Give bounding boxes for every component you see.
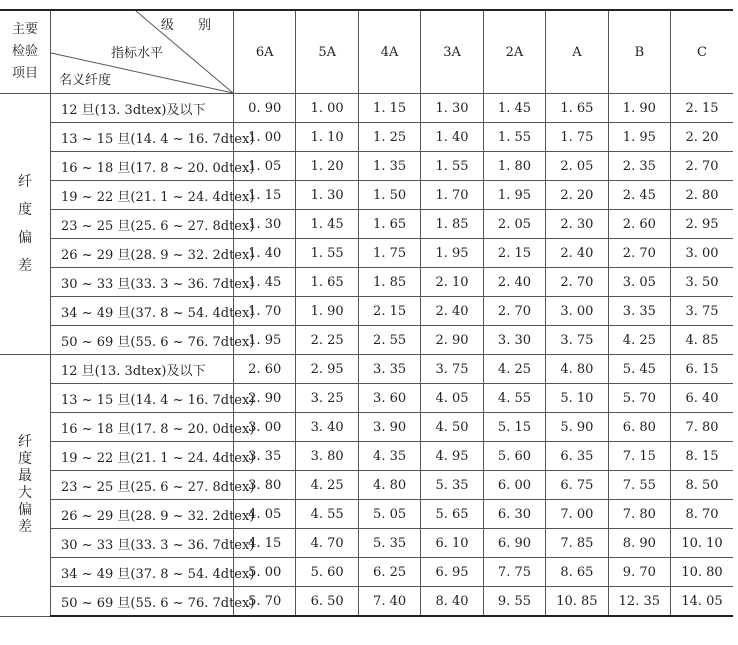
value-cell: 3. 75 <box>421 355 483 384</box>
value-cell: 5. 60 <box>296 558 358 587</box>
group-label-char: 差 <box>18 519 32 536</box>
table-row <box>0 413 733 442</box>
value-cell: 3. 80 <box>234 471 296 500</box>
value-cell: 1. 65 <box>296 268 358 297</box>
value-cell: 2. 30 <box>546 210 608 239</box>
table-row <box>0 152 733 181</box>
group-label-char: 度 <box>18 451 32 468</box>
value-cell: 2. 40 <box>546 239 608 268</box>
value-cell: 8. 70 <box>671 500 733 529</box>
value-cell: 5. 15 <box>483 413 545 442</box>
value-cell: 8. 15 <box>671 442 733 471</box>
group-label-char: 差 <box>18 258 32 274</box>
value-cell: 5. 65 <box>421 500 483 529</box>
value-cell: 3. 40 <box>296 413 358 442</box>
value-cell: 1. 55 <box>296 239 358 268</box>
value-cell: 7. 15 <box>608 442 670 471</box>
corner-line: 主要 <box>11 22 38 37</box>
value-cell: 2. 05 <box>546 152 608 181</box>
group-label-char: 度 <box>18 202 32 218</box>
value-cell: 2. 80 <box>671 181 733 210</box>
value-cell: 6. 95 <box>421 558 483 587</box>
value-cell: 4. 50 <box>421 413 483 442</box>
diagonal-level-label: 级 别 <box>160 18 221 33</box>
value-cell: 9. 70 <box>608 558 670 587</box>
value-cell: 5. 35 <box>421 471 483 500</box>
group-label-cell <box>0 94 51 355</box>
row-label-cell: 30 ~ 33 旦(33. 3 ~ 36. 7dtex) <box>51 529 234 558</box>
table-row <box>0 442 733 471</box>
row-label-cell: 19 ~ 22 旦(21. 1 ~ 24. 4dtex) <box>51 181 234 210</box>
row-label-cell: 16 ~ 18 旦(17. 8 ~ 20. 0dtex) <box>51 413 234 442</box>
value-cell: 12. 35 <box>608 587 670 617</box>
value-cell: 2. 70 <box>671 152 733 181</box>
value-cell: 6. 10 <box>421 529 483 558</box>
table-row <box>0 471 733 500</box>
value-cell: 2. 35 <box>608 152 670 181</box>
value-cell: 1. 85 <box>421 210 483 239</box>
value-cell: 1. 40 <box>234 239 296 268</box>
value-cell: 1. 45 <box>234 268 296 297</box>
value-cell: 4. 85 <box>671 326 733 355</box>
value-cell: 2. 40 <box>483 268 545 297</box>
value-cell: 3. 80 <box>296 442 358 471</box>
group-label-char: 大 <box>18 485 32 502</box>
table-row <box>0 181 733 210</box>
value-cell: 5. 70 <box>608 384 670 413</box>
value-cell: 2. 60 <box>608 210 670 239</box>
value-cell: 1. 90 <box>608 94 670 123</box>
grade-header: 5A <box>296 10 358 94</box>
row-label-cell: 12 旦(13. 3dtex)及以下 <box>51 355 234 384</box>
table-row <box>0 210 733 239</box>
value-cell: 4. 05 <box>234 500 296 529</box>
group-label-char: 偏 <box>18 502 32 519</box>
value-cell: 5. 00 <box>234 558 296 587</box>
row-label-cell: 50 ~ 69 旦(55. 6 ~ 76. 7dtex) <box>51 326 234 355</box>
grade-header: B <box>608 10 670 94</box>
value-cell: 5. 35 <box>358 529 420 558</box>
value-cell: 3. 00 <box>234 413 296 442</box>
grade-header: 2A <box>483 10 545 94</box>
value-cell: 8. 90 <box>608 529 670 558</box>
header-row <box>0 10 733 94</box>
value-cell: 3. 50 <box>671 268 733 297</box>
value-cell: 6. 40 <box>671 384 733 413</box>
value-cell: 1. 00 <box>234 123 296 152</box>
value-cell: 1. 70 <box>234 297 296 326</box>
value-cell: 2. 95 <box>296 355 358 384</box>
value-cell: 1. 45 <box>483 94 545 123</box>
table-row <box>0 558 733 587</box>
row-label-cell: 26 ~ 29 旦(28. 9 ~ 32. 2dtex) <box>51 239 234 268</box>
value-cell: 2. 70 <box>546 268 608 297</box>
value-cell: 1. 20 <box>296 152 358 181</box>
value-cell: 1. 95 <box>608 123 670 152</box>
value-cell: 3. 75 <box>546 326 608 355</box>
value-cell: 2. 70 <box>608 239 670 268</box>
value-cell: 1. 10 <box>296 123 358 152</box>
table-row <box>0 123 733 152</box>
value-cell: 1. 55 <box>421 152 483 181</box>
value-cell: 2. 60 <box>234 355 296 384</box>
value-cell: 1. 85 <box>358 268 420 297</box>
value-cell: 2. 25 <box>296 326 358 355</box>
row-label-cell: 13 ~ 15 旦(14. 4 ~ 16. 7dtex) <box>51 384 234 413</box>
value-cell: 3. 90 <box>358 413 420 442</box>
value-cell: 1. 75 <box>358 239 420 268</box>
table-row <box>0 94 733 123</box>
value-cell: 4. 25 <box>296 471 358 500</box>
corner-line: 项目 <box>11 66 38 81</box>
table-row <box>0 239 733 268</box>
value-cell: 3. 75 <box>671 297 733 326</box>
value-cell: 6. 30 <box>483 500 545 529</box>
value-cell: 3. 05 <box>608 268 670 297</box>
value-cell: 2. 10 <box>421 268 483 297</box>
value-cell: 1. 55 <box>483 123 545 152</box>
value-cell: 1. 40 <box>421 123 483 152</box>
value-cell: 5. 05 <box>358 500 420 529</box>
table-row <box>0 297 733 326</box>
fiber-denier-deviation-table <box>0 9 733 617</box>
value-cell: 2. 90 <box>234 384 296 413</box>
value-cell: 1. 05 <box>234 152 296 181</box>
diagonal-name-label: 名义纤度 <box>59 73 112 88</box>
value-cell: 4. 55 <box>483 384 545 413</box>
value-cell: 2. 20 <box>546 181 608 210</box>
value-cell: 4. 70 <box>296 529 358 558</box>
value-cell: 1. 45 <box>296 210 358 239</box>
value-cell: 1. 95 <box>421 239 483 268</box>
value-cell: 10. 85 <box>546 587 608 617</box>
value-cell: 1. 30 <box>234 210 296 239</box>
value-cell: 7. 55 <box>608 471 670 500</box>
row-label-cell: 23 ~ 25 旦(25. 6 ~ 27. 8dtex) <box>51 471 234 500</box>
value-cell: 6. 00 <box>483 471 545 500</box>
group-label-char: 最 <box>18 468 32 485</box>
value-cell: 1. 35 <box>358 152 420 181</box>
value-cell: 1. 75 <box>546 123 608 152</box>
value-cell: 5. 90 <box>546 413 608 442</box>
value-cell: 7. 00 <box>546 500 608 529</box>
value-cell: 7. 80 <box>671 413 733 442</box>
value-cell: 5. 45 <box>608 355 670 384</box>
group-label-cell <box>0 355 51 617</box>
value-cell: 6. 75 <box>546 471 608 500</box>
value-cell: 8. 50 <box>671 471 733 500</box>
value-cell: 1. 15 <box>358 94 420 123</box>
grade-header: 4A <box>358 10 420 94</box>
table-row <box>0 355 733 384</box>
grade-header: 3A <box>421 10 483 94</box>
value-cell: 4. 25 <box>608 326 670 355</box>
value-cell: 1. 30 <box>421 94 483 123</box>
value-cell: 10. 80 <box>671 558 733 587</box>
group-label-char: 纤 <box>18 434 32 451</box>
value-cell: 1. 15 <box>234 181 296 210</box>
value-cell: 6. 15 <box>671 355 733 384</box>
value-cell: 3. 30 <box>483 326 545 355</box>
value-cell: 2. 45 <box>608 181 670 210</box>
value-cell: 14. 05 <box>671 587 733 617</box>
row-label-cell: 34 ~ 49 旦(37. 8 ~ 54. 4dtex) <box>51 297 234 326</box>
table-row <box>0 587 733 617</box>
value-cell: 3. 00 <box>546 297 608 326</box>
value-cell: 1. 30 <box>296 181 358 210</box>
value-cell: 1. 65 <box>358 210 420 239</box>
value-cell: 7. 40 <box>358 587 420 617</box>
table-row <box>0 326 733 355</box>
value-cell: 3. 35 <box>358 355 420 384</box>
value-cell: 3. 00 <box>671 239 733 268</box>
header-corner-cell <box>0 10 51 94</box>
value-cell: 4. 80 <box>358 471 420 500</box>
value-cell: 3. 35 <box>234 442 296 471</box>
value-cell: 3. 60 <box>358 384 420 413</box>
value-cell: 2. 15 <box>358 297 420 326</box>
value-cell: 1. 70 <box>421 181 483 210</box>
value-cell: 9. 55 <box>483 587 545 617</box>
value-cell: 4. 35 <box>358 442 420 471</box>
value-cell: 5. 70 <box>234 587 296 617</box>
value-cell: 1. 25 <box>358 123 420 152</box>
corner-line: 检验 <box>11 44 38 59</box>
row-label-cell: 23 ~ 25 旦(25. 6 ~ 27. 8dtex) <box>51 210 234 239</box>
value-cell: 1. 90 <box>296 297 358 326</box>
value-cell: 6. 35 <box>546 442 608 471</box>
value-cell: 1. 95 <box>483 181 545 210</box>
value-cell: 6. 90 <box>483 529 545 558</box>
row-label-cell: 50 ~ 69 旦(55. 6 ~ 76. 7dtex) <box>51 587 234 617</box>
grade-header: 6A <box>234 10 296 94</box>
value-cell: 5. 10 <box>546 384 608 413</box>
value-cell: 4. 95 <box>421 442 483 471</box>
value-cell: 1. 65 <box>546 94 608 123</box>
value-cell: 7. 85 <box>546 529 608 558</box>
row-label-cell: 12 旦(13. 3dtex)及以下 <box>51 94 234 123</box>
table-row <box>0 268 733 297</box>
row-label-cell: 13 ~ 15 旦(14. 4 ~ 16. 7dtex) <box>51 123 234 152</box>
value-cell: 6. 80 <box>608 413 670 442</box>
value-cell: 2. 40 <box>421 297 483 326</box>
table-row <box>0 500 733 529</box>
group-label-char: 纤 <box>18 174 32 190</box>
value-cell: 2. 55 <box>358 326 420 355</box>
value-cell: 1. 00 <box>296 94 358 123</box>
value-cell: 4. 80 <box>546 355 608 384</box>
value-cell: 2. 15 <box>483 239 545 268</box>
value-cell: 0. 90 <box>234 94 296 123</box>
value-cell: 2. 20 <box>671 123 733 152</box>
value-cell: 4. 05 <box>421 384 483 413</box>
row-label-cell: 34 ~ 49 旦(37. 8 ~ 54. 4dtex) <box>51 558 234 587</box>
value-cell: 6. 25 <box>358 558 420 587</box>
value-cell: 5. 60 <box>483 442 545 471</box>
value-cell: 4. 15 <box>234 529 296 558</box>
value-cell: 2. 05 <box>483 210 545 239</box>
row-label-cell: 16 ~ 18 旦(17. 8 ~ 20. 0dtex) <box>51 152 234 181</box>
diagonal-index-label: 指标水平 <box>111 46 164 61</box>
value-cell: 1. 50 <box>358 181 420 210</box>
value-cell: 2. 95 <box>671 210 733 239</box>
value-cell: 4. 25 <box>483 355 545 384</box>
row-label-cell: 30 ~ 33 旦(33. 3 ~ 36. 7dtex) <box>51 268 234 297</box>
value-cell: 1. 80 <box>483 152 545 181</box>
row-label-cell: 19 ~ 22 旦(21. 1 ~ 24. 4dtex) <box>51 442 234 471</box>
row-label-cell: 26 ~ 29 旦(28. 9 ~ 32. 2dtex) <box>51 500 234 529</box>
value-cell: 8. 65 <box>546 558 608 587</box>
value-cell: 7. 80 <box>608 500 670 529</box>
value-cell: 1. 95 <box>234 326 296 355</box>
table-row <box>0 529 733 558</box>
grade-header: A <box>546 10 608 94</box>
value-cell: 2. 70 <box>483 297 545 326</box>
value-cell: 2. 90 <box>421 326 483 355</box>
value-cell: 3. 35 <box>608 297 670 326</box>
value-cell: 10. 10 <box>671 529 733 558</box>
value-cell: 4. 55 <box>296 500 358 529</box>
table-row <box>0 384 733 413</box>
value-cell: 6. 50 <box>296 587 358 617</box>
value-cell: 3. 25 <box>296 384 358 413</box>
grade-header: C <box>671 10 733 94</box>
value-cell: 8. 40 <box>421 587 483 617</box>
value-cell: 7. 75 <box>483 558 545 587</box>
value-cell: 2. 15 <box>671 94 733 123</box>
header-diagonal-cell <box>51 10 234 94</box>
group-label-char: 偏 <box>18 230 32 246</box>
